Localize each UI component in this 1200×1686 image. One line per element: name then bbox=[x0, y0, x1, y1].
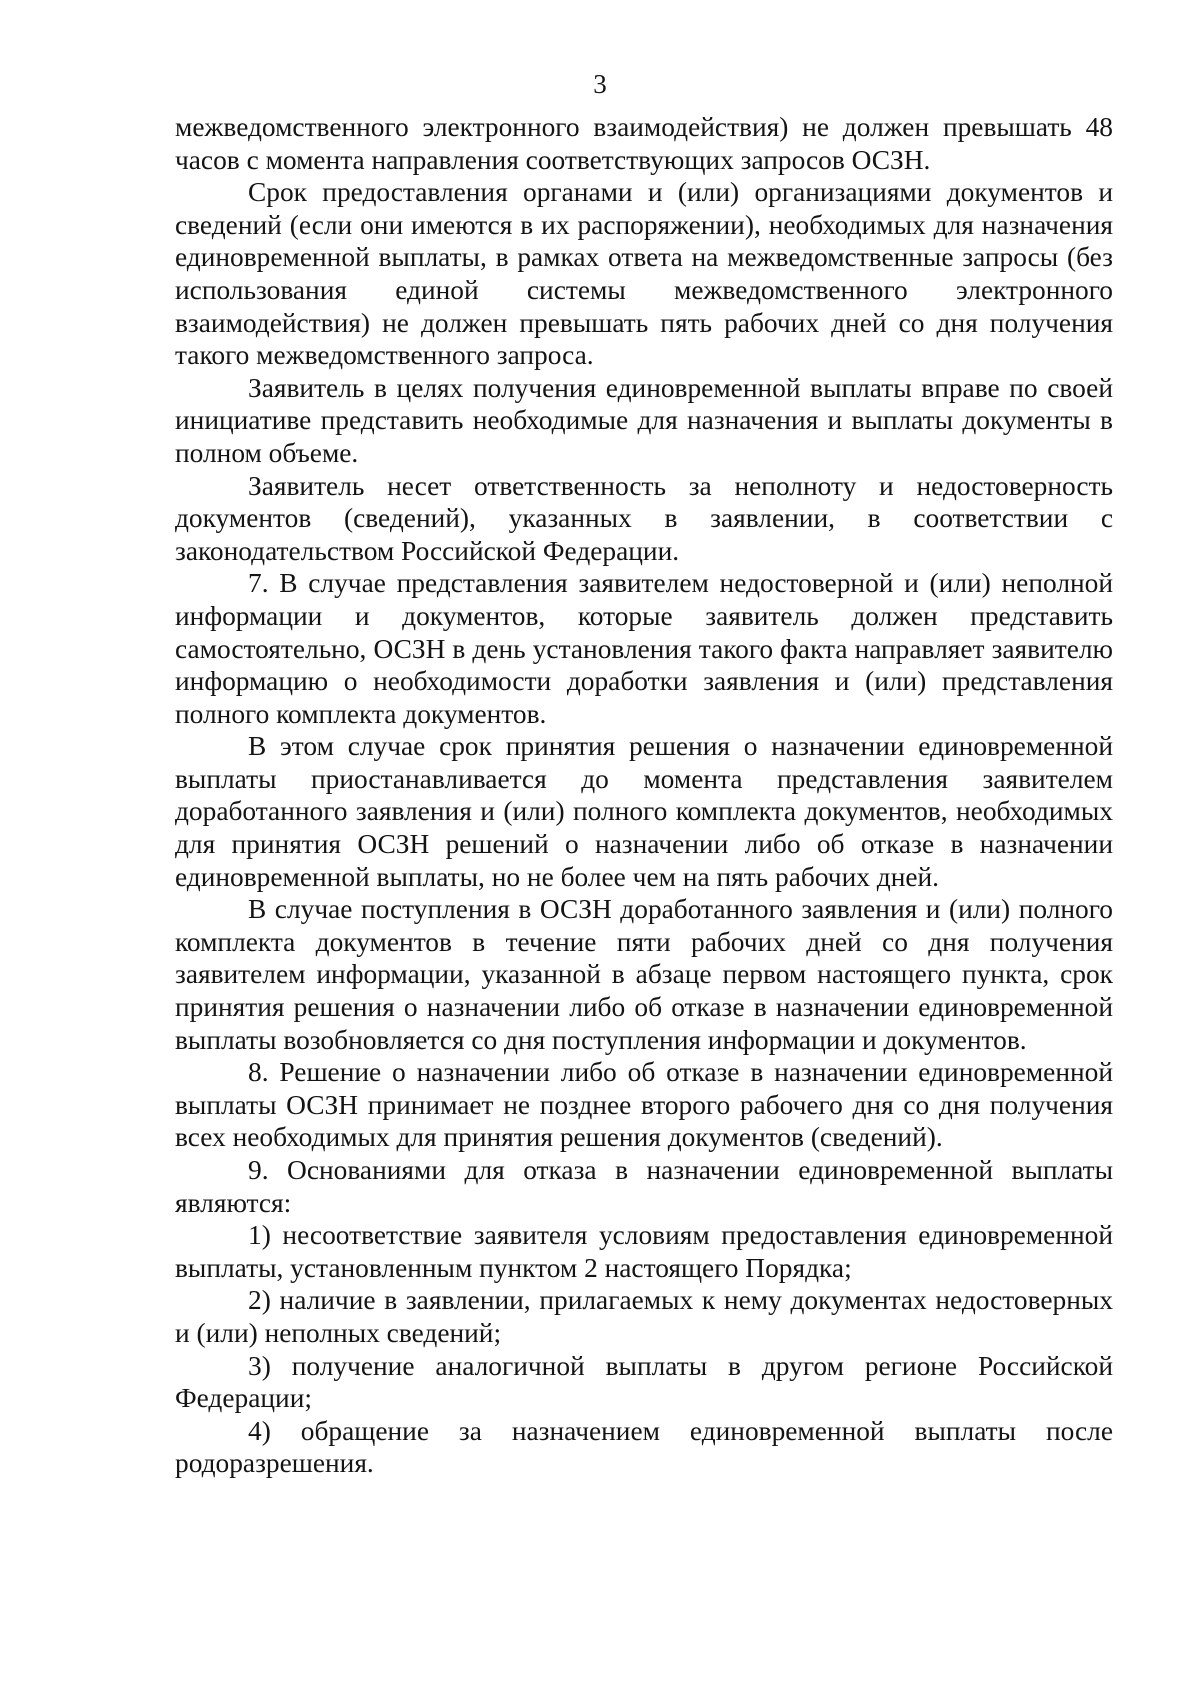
list-item-3: 3) получение аналогичной выплаты в другом регионе Российской Федерации; bbox=[175, 1350, 1113, 1414]
list-item-2: 2) наличие в заявлении, прилагаемых к нему документах недостоверных и (или) неполных сведений; bbox=[175, 1285, 1113, 1348]
paragraph-suspension: В этом случае срок принятия решения о назначении единовременной выплаты приостанавливается до момента представления заявителем доработанного заявления и (или) полного комплекта документов, необходимых для принятия ОСЗН решений о назначении либо об отказе в назначении единовременной выплаты, но не более чем на пять рабочих дней. bbox=[175, 731, 1113, 892]
paragraph-item-8: 8. Решение о назначении либо об отказе в назначении единовременной выплаты ОСЗН принимает не позднее второго рабочего дня со дня получения всех необходимых для принятия решения документов (сведений). bbox=[175, 1057, 1113, 1153]
paragraph-continuation: межведомственного электронного взаимодействия) не должен превышать 48 часов с момента направления соответствующих запросов ОСЗН. bbox=[175, 112, 1113, 175]
list-item-1: 1) несоответствие заявителя условиям предоставления единовременной выплаты, установленным пунктом 2 настоящего Порядка; bbox=[175, 1220, 1113, 1283]
paragraph-response-deadline: Срок предоставления органами и (или) организациями документов и сведений (если они имеются в их распоряжении), необходимых для назначения единовременной выплаты, в рамках ответа на межведомственные запросы (без использования единой системы межведомственного электронного взаимодействия) не должен превышать пять рабочих дней со дня получения такого межведомственного запроса. bbox=[175, 177, 1113, 371]
paragraph-applicant-responsibility: Заявитель несет ответственность за неполноту и недостоверность документов (сведений), указанных в заявлении, в соответствии с законодательством Российской Федерации. bbox=[175, 470, 1113, 566]
page-number: 3 bbox=[593, 69, 607, 99]
paragraph-applicant-initiative: Заявитель в целях получения единовременной выплаты вправе по своей инициативе представить необходимые для назначения и выплаты документы в полном объеме. bbox=[175, 372, 1113, 468]
document-body bbox=[175, 111, 1113, 1480]
paragraph-item-9: 9. Основаниями для отказа в назначении единовременной выплаты являются: bbox=[175, 1155, 1113, 1218]
list-item-4: 4) обращение за назначением единовременной выплаты после родоразрешения. bbox=[175, 1415, 1113, 1479]
paragraph-item-7: 7. В случае представления заявителем недостоверной и (или) неполной информации и документов, которые заявитель должен представить самостоятельно, ОСЗН в день установления такого факта направляет заявителю информацию о необходимости доработки заявления и (или) представления полного комплекта документов. bbox=[175, 568, 1113, 729]
paragraph-resumption: В случае поступления в ОСЗН доработанного заявления и (или) полного комплекта документов в течение пяти рабочих дней со дня получения заявителем информации, указанной в абзаце первом настоящего пункта, срок принятия решения о назначении либо об отказе в назначении единовременной выплаты возобновляется со дня поступления информации и документов. bbox=[175, 894, 1113, 1055]
